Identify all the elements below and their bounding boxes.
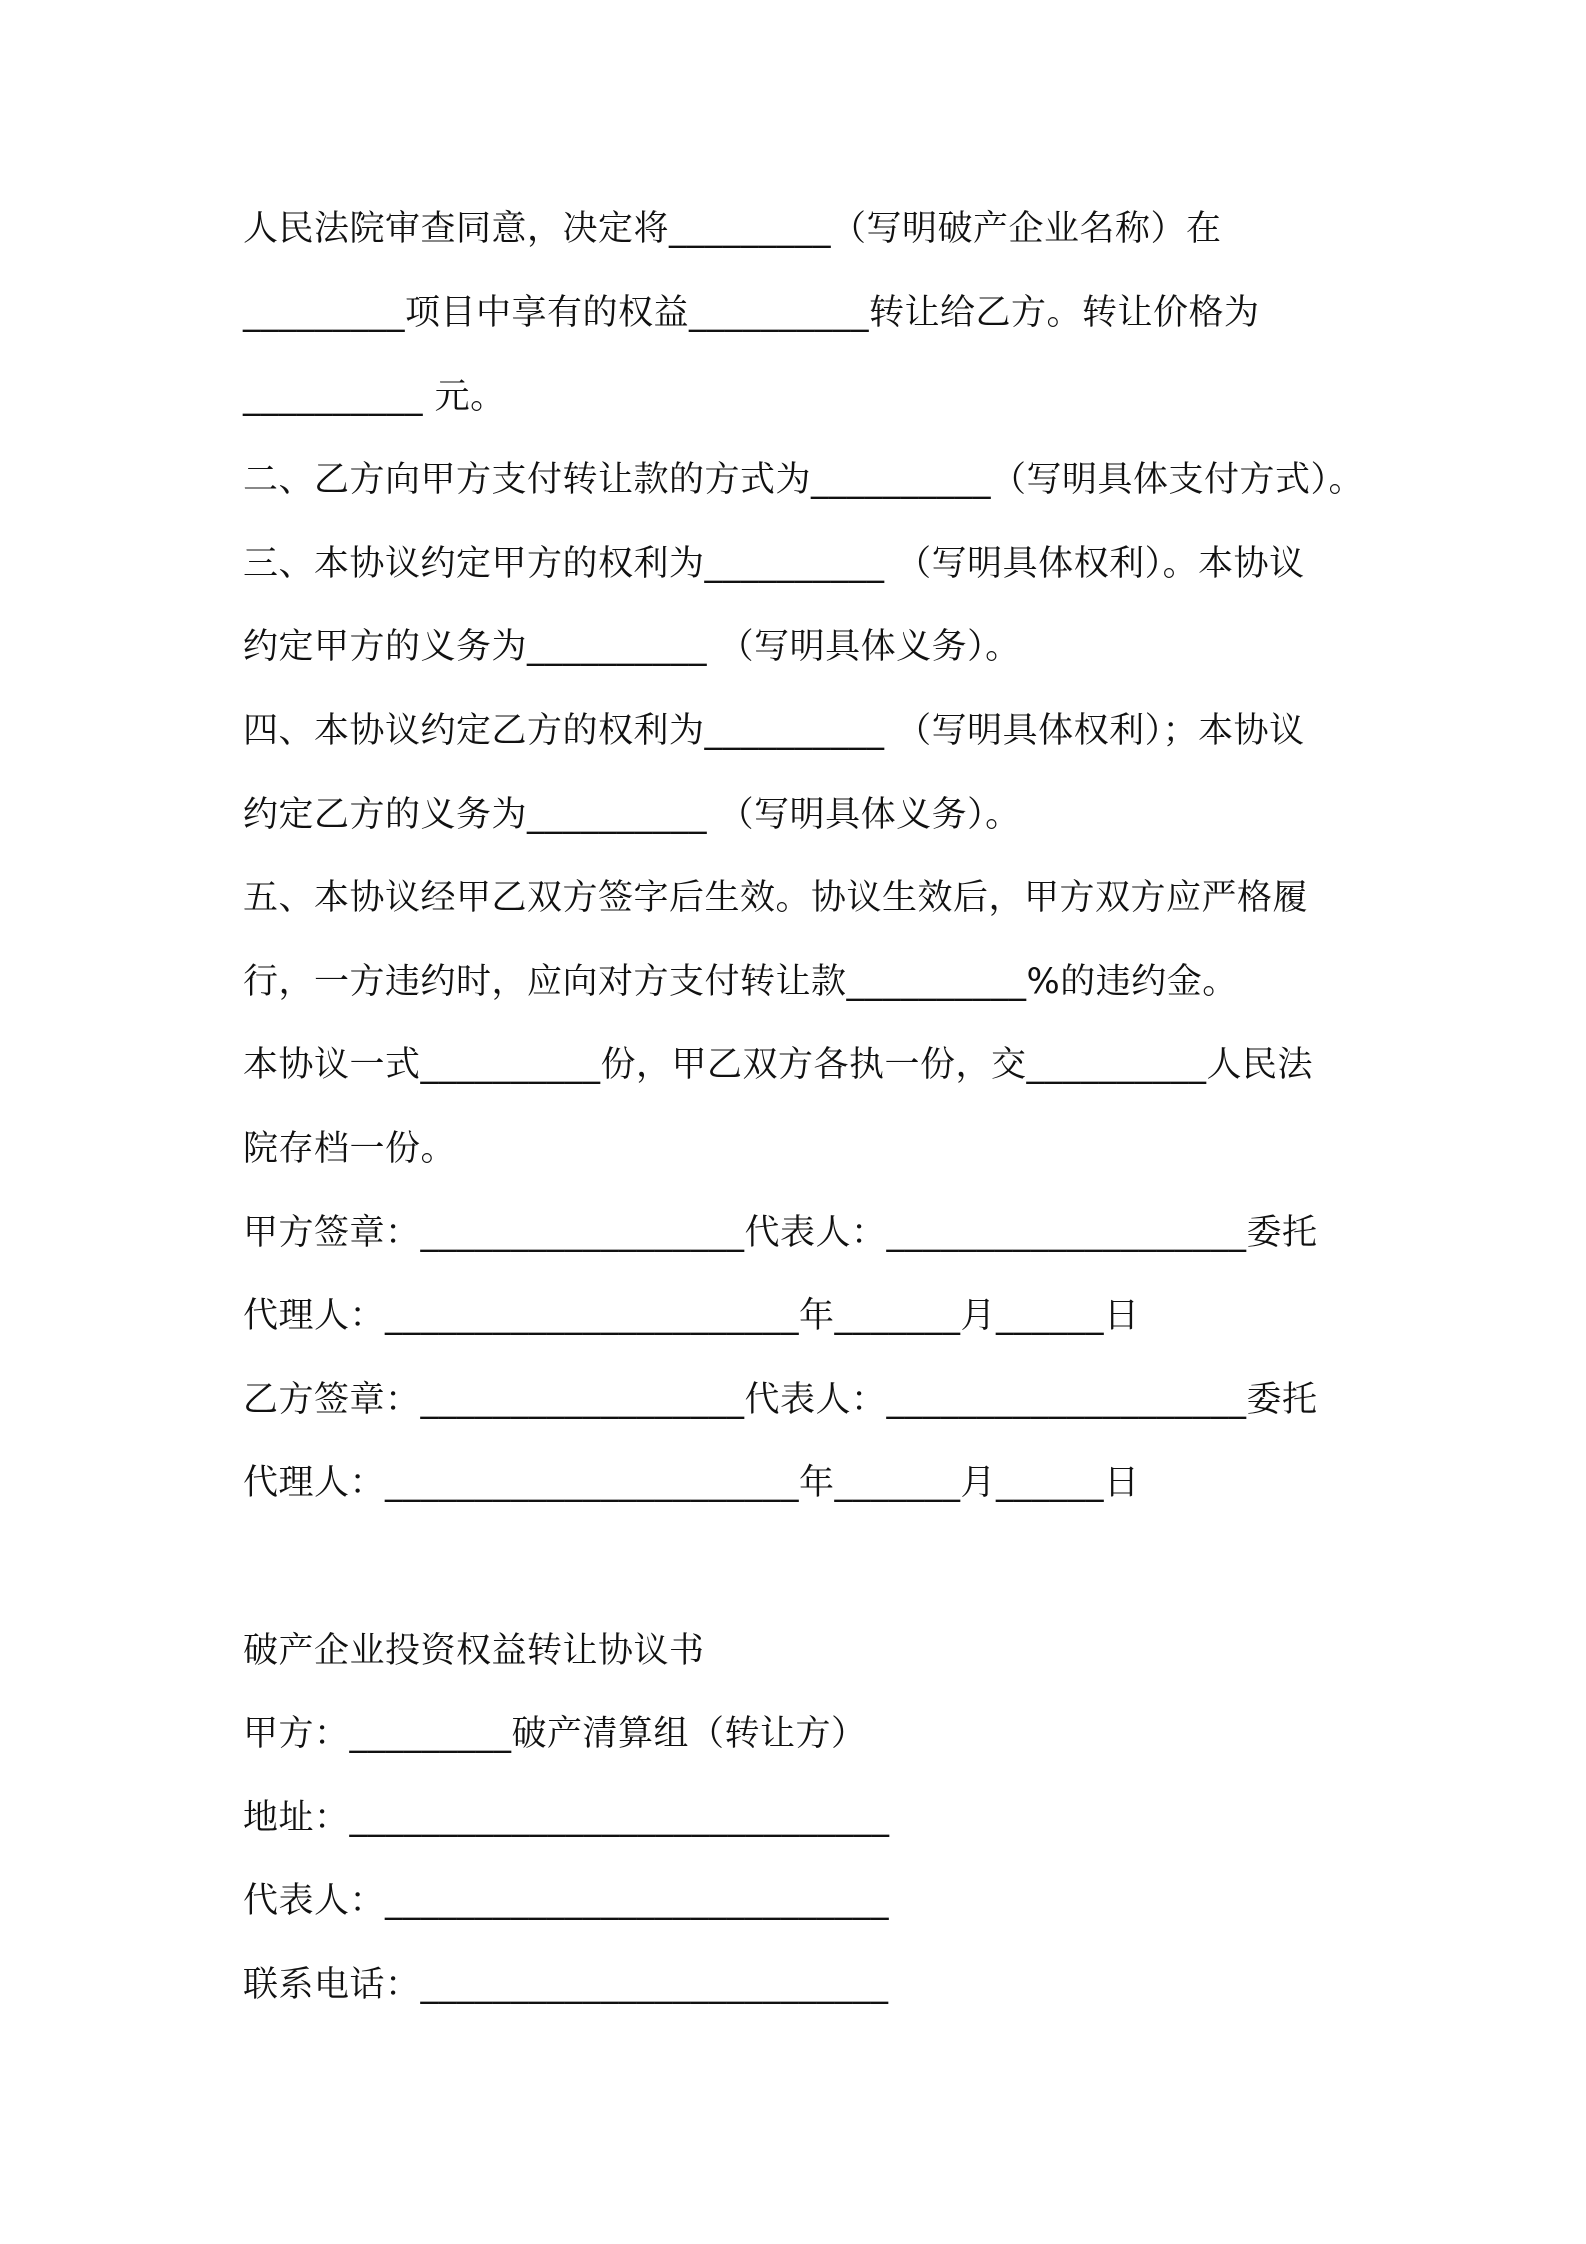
text-line: _________项目中享有的权益__________转让给乙方。转让价格为: [243, 293, 1260, 333]
party-a-line: 甲方：_________破产清算组（转让方）: [243, 1714, 867, 1754]
phone-line: 联系电话：__________________________: [243, 1965, 889, 2005]
agent-date-line-party-b: 代理人：_______________________年_______月______日: [243, 1463, 1140, 1503]
representative-line: 代表人：____________________________: [243, 1881, 890, 1921]
text-line: 约定甲方的义务为__________ （写明具体义务）。: [243, 627, 1021, 667]
text-line: 五、本协议经甲乙双方签字后生效。协议生效后，甲方双方应严格履: [243, 878, 1309, 918]
text-line: 约定乙方的义务为__________ （写明具体义务）。: [243, 795, 1021, 835]
text-line: 四、本协议约定乙方的权利为__________ （写明具体权利）；本协议: [243, 711, 1305, 751]
text-line: 二、乙方向甲方支付转让款的方式为__________（写明具体支付方式）。: [243, 460, 1365, 500]
signature-line-party-a: 甲方签章：__________________代表人：____________________委托: [243, 1213, 1318, 1253]
text-line: 行，一方违约时，应向对方支付转让款__________%的违约金。: [243, 962, 1238, 1002]
agent-date-line-party-a: 代理人：_______________________年_______月______日: [243, 1296, 1140, 1336]
text-line: 本协议一式__________份，甲乙双方各执一份，交__________人民法: [243, 1045, 1314, 1085]
text-line: 人民法院审查同意，决定将_________（写明破产企业名称）在: [243, 209, 1222, 249]
text-line: __________ 元。: [243, 377, 506, 417]
text-line: 三、本协议约定甲方的权利为__________ （写明具体权利）。本协议: [243, 544, 1305, 584]
agreement-title: 破产企业投资权益转让协议书: [243, 1631, 705, 1671]
text-line: 院存档一份。: [243, 1129, 457, 1169]
signature-line-party-b: 乙方签章：__________________代表人：____________________委托: [243, 1380, 1318, 1420]
address-line: 地址：______________________________: [243, 1798, 890, 1838]
